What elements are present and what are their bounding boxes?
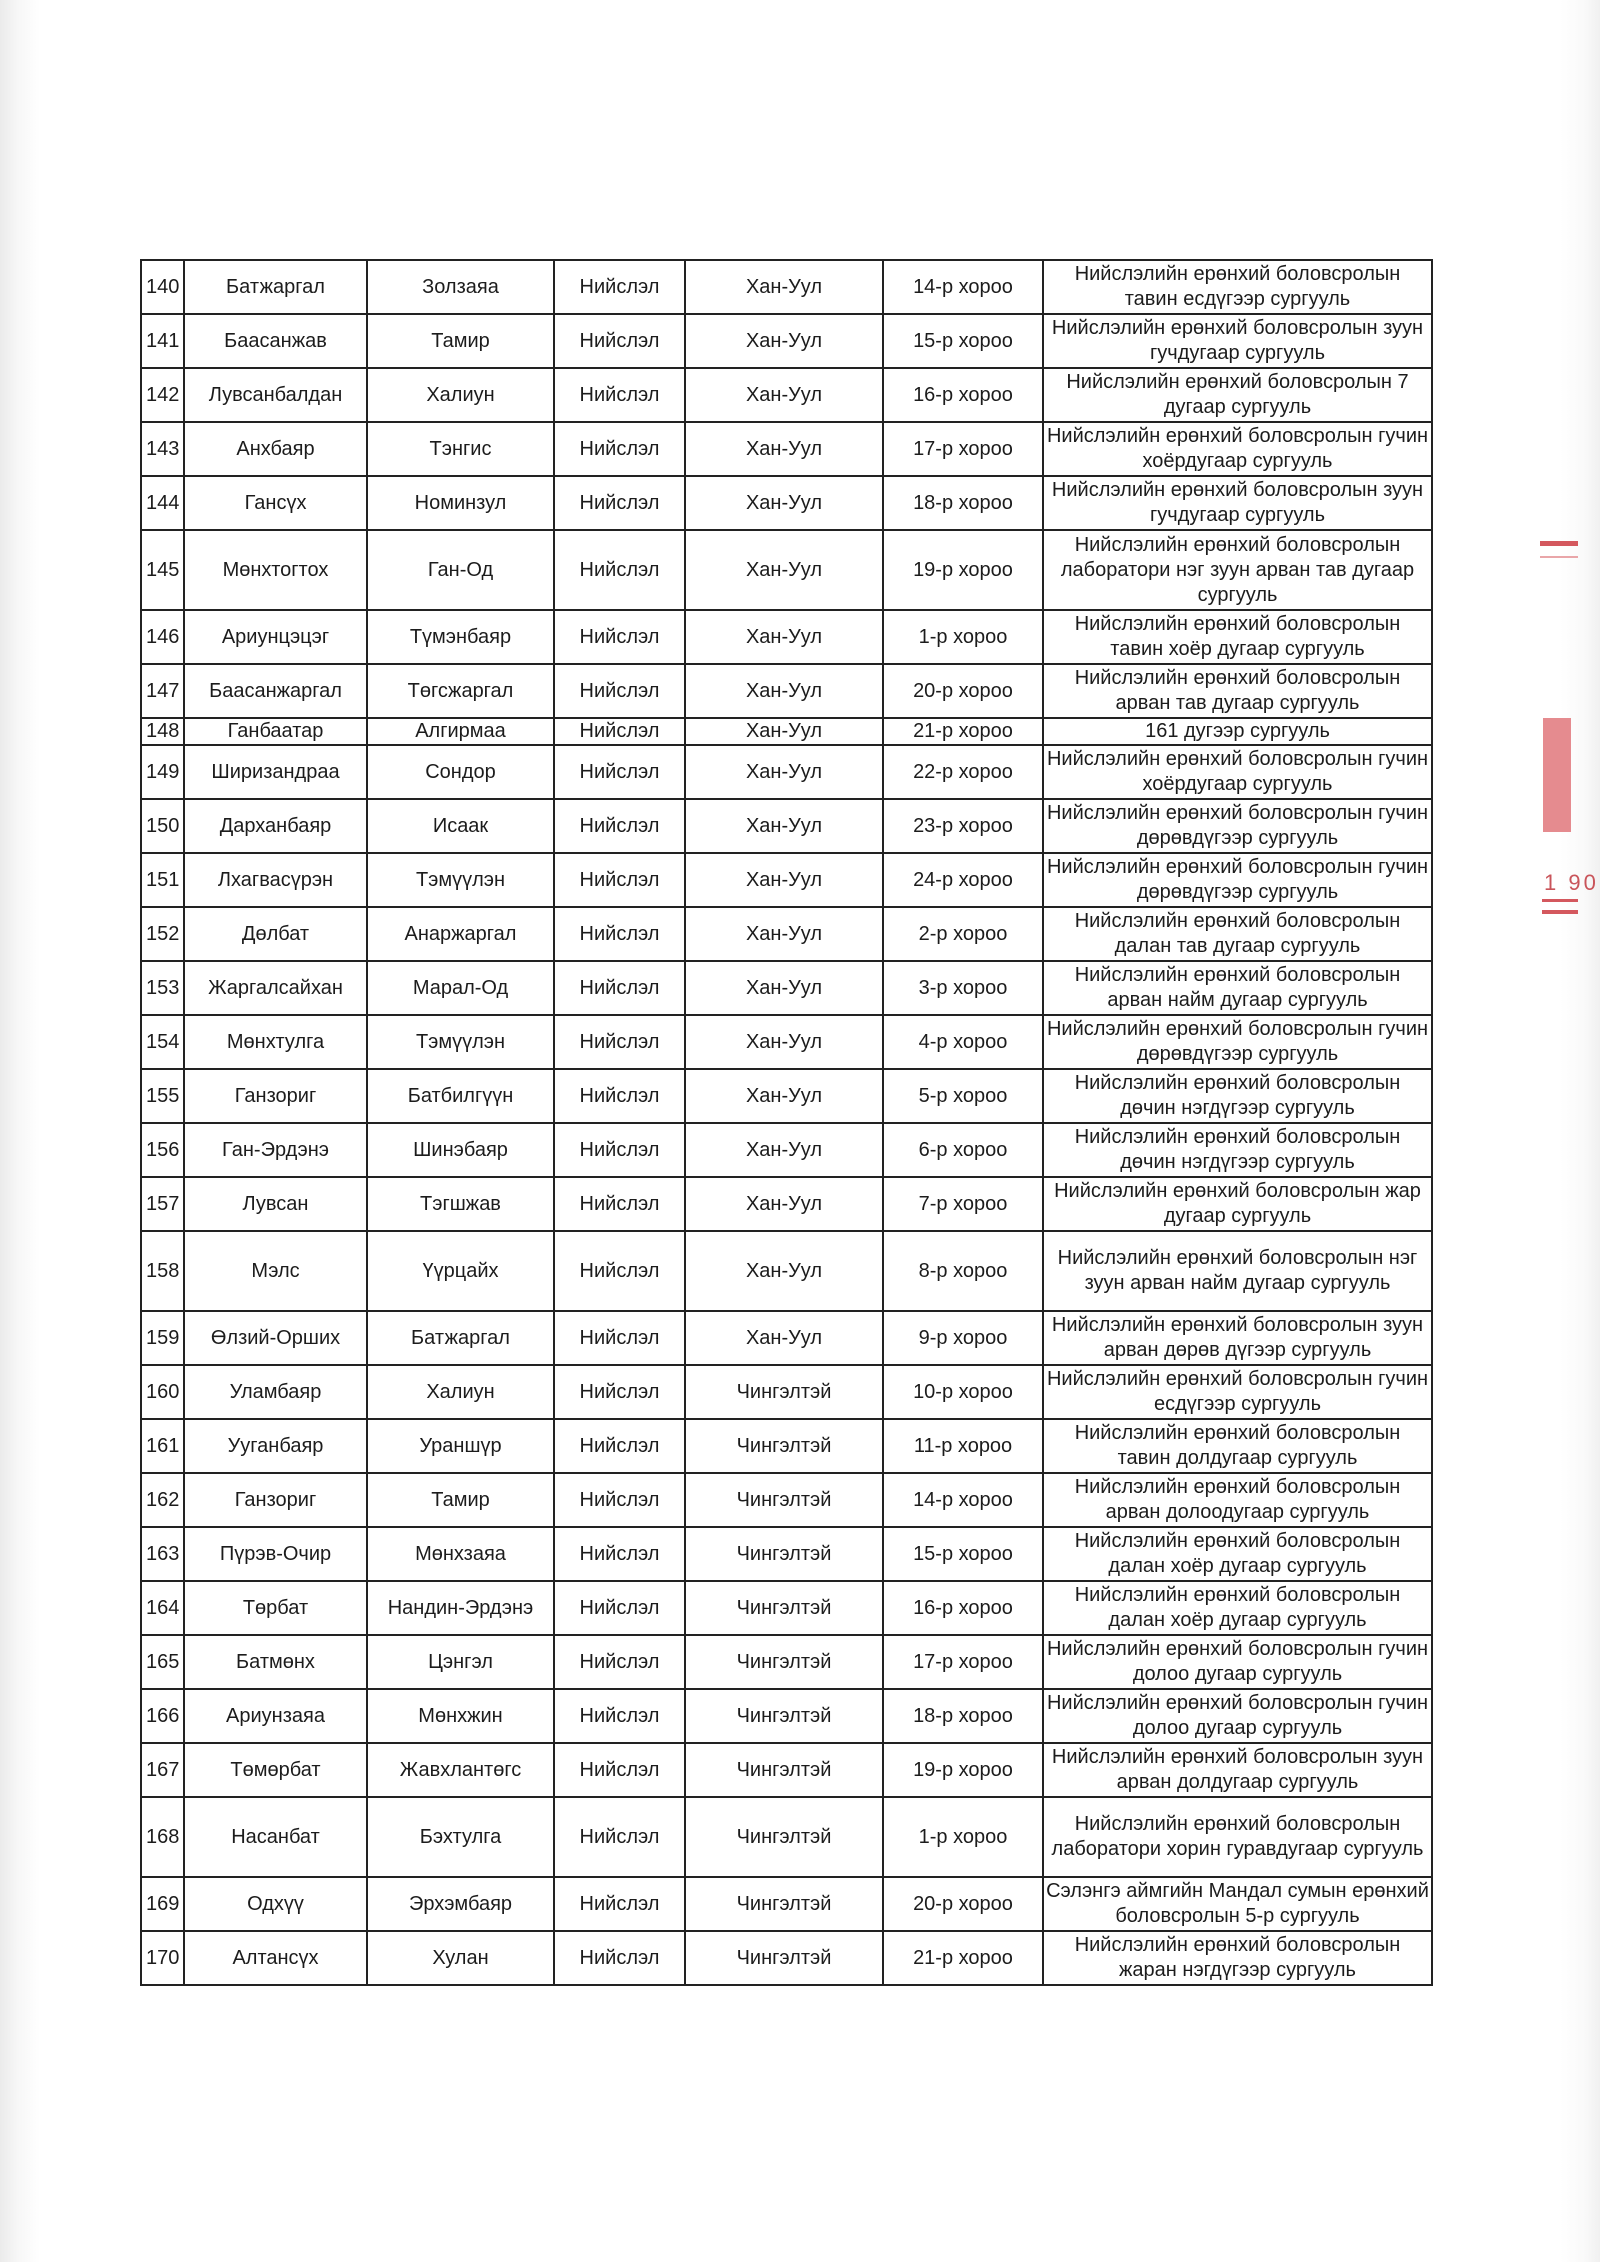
school: Нийслэлийн ерөнхий боловсролын арван найм дугаар сургууль	[1043, 961, 1432, 1015]
margin-stamp-mark	[1540, 541, 1578, 546]
student-name: Тэгшжав	[367, 1177, 554, 1231]
district: Хан-Уул	[685, 422, 883, 476]
table-row	[141, 1015, 1432, 1069]
row-number: 167	[141, 1743, 184, 1797]
city: Нийслэл	[554, 1365, 685, 1419]
city: Нийслэл	[554, 1635, 685, 1689]
district: Чингэлтэй	[685, 1527, 883, 1581]
parent-name: Алтансүх	[184, 1931, 367, 1985]
district: Хан-Уул	[685, 853, 883, 907]
table-row	[141, 1877, 1432, 1931]
district: Чингэлтэй	[685, 1877, 883, 1931]
parent-name: Мөнхтулга	[184, 1015, 367, 1069]
row-number: 157	[141, 1177, 184, 1231]
khoroo: 5-р хороо	[883, 1069, 1043, 1123]
city: Нийслэл	[554, 853, 685, 907]
row-number: 150	[141, 799, 184, 853]
row-number: 168	[141, 1797, 184, 1877]
school: Нийслэлийн ерөнхий боловсролын 7 дугаар сургууль	[1043, 368, 1432, 422]
table-row	[141, 1527, 1432, 1581]
city: Нийслэл	[554, 1015, 685, 1069]
district: Хан-Уул	[685, 1069, 883, 1123]
district: Хан-Уул	[685, 610, 883, 664]
table-row	[141, 1231, 1432, 1311]
khoroo: 17-р хороо	[883, 1635, 1043, 1689]
table-row	[141, 745, 1432, 799]
parent-name: Насанбат	[184, 1797, 367, 1877]
parent-name: Ганзориг	[184, 1473, 367, 1527]
row-number: 169	[141, 1877, 184, 1931]
parent-name: Одхүү	[184, 1877, 367, 1931]
parent-name: Анхбаяр	[184, 422, 367, 476]
city: Нийслэл	[554, 664, 685, 718]
row-number: 161	[141, 1419, 184, 1473]
city: Нийслэл	[554, 1419, 685, 1473]
khoroo: 23-р хороо	[883, 799, 1043, 853]
parent-name: Ганбаатар	[184, 718, 367, 745]
khoroo: 14-р хороо	[883, 1473, 1043, 1527]
parent-name: Ширизандраа	[184, 745, 367, 799]
row-number: 162	[141, 1473, 184, 1527]
student-name: Номинзул	[367, 476, 554, 530]
district: Чингэлтэй	[685, 1743, 883, 1797]
parent-name: Баасанжав	[184, 314, 367, 368]
parent-name: Дарханбаяр	[184, 799, 367, 853]
row-number: 148	[141, 718, 184, 745]
parent-name: Лувсанбалдан	[184, 368, 367, 422]
row-number: 166	[141, 1689, 184, 1743]
school: Нийслэлийн ерөнхий боловсролын гучин есдүгээр сургууль	[1043, 1365, 1432, 1419]
table-row	[141, 907, 1432, 961]
parent-name: Лхагвасүрэн	[184, 853, 367, 907]
district: Хан-Уул	[685, 718, 883, 745]
district: Хан-Уул	[685, 1311, 883, 1365]
school: Нийслэлийн ерөнхий боловсролын гучин дөрөвдүгээр сургууль	[1043, 853, 1432, 907]
khoroo: 24-р хороо	[883, 853, 1043, 907]
school: Нийслэлийн ерөнхий боловсролын далан хоёр дугаар сургууль	[1043, 1527, 1432, 1581]
school: 161 дугээр сургууль	[1043, 718, 1432, 745]
khoroo: 8-р хороо	[883, 1231, 1043, 1311]
table-row	[141, 1177, 1432, 1231]
district: Хан-Уул	[685, 260, 883, 314]
khoroo: 6-р хороо	[883, 1123, 1043, 1177]
school: Нийслэлийн ерөнхий боловсролын тавин долдугаар сургууль	[1043, 1419, 1432, 1473]
khoroo: 22-р хороо	[883, 745, 1043, 799]
parent-name: Төрбат	[184, 1581, 367, 1635]
table-row	[141, 799, 1432, 853]
student-name: Жавхлантөгс	[367, 1743, 554, 1797]
district: Чингэлтэй	[685, 1581, 883, 1635]
parent-name: Дөлбат	[184, 907, 367, 961]
district: Хан-Уул	[685, 476, 883, 530]
khoroo: 18-р хороо	[883, 1689, 1043, 1743]
student-name: Тамир	[367, 1473, 554, 1527]
district: Чингэлтэй	[685, 1931, 883, 1985]
city: Нийслэл	[554, 907, 685, 961]
school: Нийслэлийн ерөнхий боловсролын лаборатори хорин гуравдугаар сургууль	[1043, 1797, 1432, 1877]
city: Нийслэл	[554, 610, 685, 664]
parent-name: Батмөнх	[184, 1635, 367, 1689]
row-number: 160	[141, 1365, 184, 1419]
student-name: Үүрцайх	[367, 1231, 554, 1311]
city: Нийслэл	[554, 314, 685, 368]
district: Чингэлтэй	[685, 1419, 883, 1473]
district: Чингэлтэй	[685, 1365, 883, 1419]
district: Хан-Уул	[685, 1177, 883, 1231]
row-number: 154	[141, 1015, 184, 1069]
row-number: 141	[141, 314, 184, 368]
row-number: 143	[141, 422, 184, 476]
district: Хан-Уул	[685, 1231, 883, 1311]
table-row	[141, 1123, 1432, 1177]
table-row	[141, 1069, 1432, 1123]
student-name: Нандин-Эрдэнэ	[367, 1581, 554, 1635]
district: Хан-Уул	[685, 314, 883, 368]
student-name: Золзаяа	[367, 260, 554, 314]
row-number: 164	[141, 1581, 184, 1635]
table-row	[141, 664, 1432, 718]
margin-stamp-mark	[1542, 910, 1578, 914]
margin-stamp-mark	[1542, 899, 1578, 902]
table-row	[141, 1473, 1432, 1527]
city: Нийслэл	[554, 1877, 685, 1931]
city: Нийслэл	[554, 1231, 685, 1311]
school: Нийслэлийн ерөнхий боловсролын тавин есдүгээр сургууль	[1043, 260, 1432, 314]
parent-name: Ариунцэцэг	[184, 610, 367, 664]
table-row	[141, 1931, 1432, 1985]
margin-stamp-block	[1543, 718, 1571, 832]
row-number: 145	[141, 530, 184, 610]
city: Нийслэл	[554, 1123, 685, 1177]
city: Нийслэл	[554, 368, 685, 422]
row-number: 153	[141, 961, 184, 1015]
school: Нийслэлийн ерөнхий боловсролын зуун арван долдугаар сургууль	[1043, 1743, 1432, 1797]
district: Хан-Уул	[685, 1123, 883, 1177]
margin-stamp-number: 1 90	[1544, 870, 1599, 895]
khoroo: 10-р хороо	[883, 1365, 1043, 1419]
school: Нийслэлийн ерөнхий боловсролын далан хоёр дугаар сургууль	[1043, 1581, 1432, 1635]
city: Нийслэл	[554, 1311, 685, 1365]
parent-name: Мөнхтогтох	[184, 530, 367, 610]
parent-name: Жаргалсайхан	[184, 961, 367, 1015]
school: Нийслэлийн ерөнхий боловсролын гучин долоо дугаар сургууль	[1043, 1635, 1432, 1689]
parent-name: Лувсан	[184, 1177, 367, 1231]
school: Нийслэлийн ерөнхий боловсролын жаран нэгдүгээр сургууль	[1043, 1931, 1432, 1985]
parent-name: Ариунзаяа	[184, 1689, 367, 1743]
city: Нийслэл	[554, 1689, 685, 1743]
district: Хан-Уул	[685, 530, 883, 610]
row-number: 142	[141, 368, 184, 422]
khoroo: 9-р хороо	[883, 1311, 1043, 1365]
row-number: 147	[141, 664, 184, 718]
city: Нийслэл	[554, 961, 685, 1015]
row-number: 144	[141, 476, 184, 530]
parent-name: Баасанжаргал	[184, 664, 367, 718]
school: Нийслэлийн ерөнхий боловсролын зуун арван дөрөв дүгээр сургууль	[1043, 1311, 1432, 1365]
khoroo: 16-р хороо	[883, 368, 1043, 422]
city: Нийслэл	[554, 1743, 685, 1797]
city: Нийслэл	[554, 1069, 685, 1123]
khoroo: 21-р хороо	[883, 718, 1043, 745]
district: Хан-Уул	[685, 664, 883, 718]
school: Нийслэлийн ерөнхий боловсролын дөчин нэгдүгээр сургууль	[1043, 1123, 1432, 1177]
student-name: Мөнхзаяа	[367, 1527, 554, 1581]
school: Нийслэлийн ерөнхий боловсролын зуун гучдугаар сургууль	[1043, 476, 1432, 530]
city: Нийслэл	[554, 1797, 685, 1877]
khoroo: 2-р хороо	[883, 907, 1043, 961]
parent-name: Мэлс	[184, 1231, 367, 1311]
city: Нийслэл	[554, 718, 685, 745]
khoroo: 21-р хороо	[883, 1931, 1043, 1985]
city: Нийслэл	[554, 1177, 685, 1231]
student-name: Мөнхжин	[367, 1689, 554, 1743]
parent-name: Уламбаяр	[184, 1365, 367, 1419]
table-row	[141, 1365, 1432, 1419]
school: Нийслэлийн ерөнхий боловсролын гучин дөрөвдүгээр сургууль	[1043, 799, 1432, 853]
district: Чингэлтэй	[685, 1473, 883, 1527]
student-name: Халиун	[367, 1365, 554, 1419]
student-name: Шинэбаяр	[367, 1123, 554, 1177]
parent-name: Гансүх	[184, 476, 367, 530]
table-row	[141, 853, 1432, 907]
city: Нийслэл	[554, 1581, 685, 1635]
student-name: Тамир	[367, 314, 554, 368]
table-row	[141, 422, 1432, 476]
city: Нийслэл	[554, 745, 685, 799]
row-number: 152	[141, 907, 184, 961]
student-name: Тэнгис	[367, 422, 554, 476]
khoroo: 15-р хороо	[883, 1527, 1043, 1581]
student-name: Исаак	[367, 799, 554, 853]
city: Нийслэл	[554, 260, 685, 314]
khoroo: 11-р хороо	[883, 1419, 1043, 1473]
row-number: 170	[141, 1931, 184, 1985]
table-row	[141, 530, 1432, 610]
district: Хан-Уул	[685, 961, 883, 1015]
khoroo: 1-р хороо	[883, 1797, 1043, 1877]
khoroo: 20-р хороо	[883, 1877, 1043, 1931]
table-row	[141, 1311, 1432, 1365]
table-row	[141, 718, 1432, 745]
khoroo: 20-р хороо	[883, 664, 1043, 718]
district: Чингэлтэй	[685, 1689, 883, 1743]
district: Хан-Уул	[685, 907, 883, 961]
row-number: 140	[141, 260, 184, 314]
student-name: Сондор	[367, 745, 554, 799]
school: Нийслэлийн ерөнхий боловсролын жар дугаар сургууль	[1043, 1177, 1432, 1231]
student-name: Анаржаргал	[367, 907, 554, 961]
student-name: Цэнгэл	[367, 1635, 554, 1689]
student-name: Алгирмаа	[367, 718, 554, 745]
khoroo: 16-р хороо	[883, 1581, 1043, 1635]
table-row	[141, 476, 1432, 530]
row-number: 156	[141, 1123, 184, 1177]
district: Чингэлтэй	[685, 1635, 883, 1689]
table-row	[141, 1797, 1432, 1877]
khoroo: 17-р хороо	[883, 422, 1043, 476]
student-name: Хулан	[367, 1931, 554, 1985]
margin-stamp-mark	[1540, 556, 1578, 558]
student-name: Марал-Од	[367, 961, 554, 1015]
khoroo: 19-р хороо	[883, 530, 1043, 610]
student-name: Эрхэмбаяр	[367, 1877, 554, 1931]
table-row	[141, 1581, 1432, 1635]
school: Нийслэлийн ерөнхий боловсролын далан тав дугаар сургууль	[1043, 907, 1432, 961]
student-name: Халиун	[367, 368, 554, 422]
row-number: 165	[141, 1635, 184, 1689]
row-number: 155	[141, 1069, 184, 1123]
khoroo: 15-р хороо	[883, 314, 1043, 368]
school: Нийслэлийн ерөнхий боловсролын арван тав дугаар сургууль	[1043, 664, 1432, 718]
parent-name: Өлзий-Орших	[184, 1311, 367, 1365]
student-name: Төгсжаргал	[367, 664, 554, 718]
table-row	[141, 961, 1432, 1015]
student-name: Ураншүр	[367, 1419, 554, 1473]
city: Нийслэл	[554, 476, 685, 530]
district: Чингэлтэй	[685, 1797, 883, 1877]
district: Хан-Уул	[685, 368, 883, 422]
school: Нийслэлийн ерөнхий боловсролын лаборатори нэг зуун арван тав дугаар сургууль	[1043, 530, 1432, 610]
school: Нийслэлийн ерөнхий боловсролын гучин хоёрдугаар сургууль	[1043, 745, 1432, 799]
parent-name: Ганзориг	[184, 1069, 367, 1123]
table-row	[141, 314, 1432, 368]
school: Нийслэлийн ерөнхий боловсролын зуун гучдугаар сургууль	[1043, 314, 1432, 368]
district: Хан-Уул	[685, 1015, 883, 1069]
student-roster-table	[140, 259, 1433, 1986]
khoroo: 3-р хороо	[883, 961, 1043, 1015]
table-row	[141, 1743, 1432, 1797]
student-name: Тэмүүлэн	[367, 853, 554, 907]
table-row	[141, 1635, 1432, 1689]
row-number: 163	[141, 1527, 184, 1581]
school: Нийслэлийн ерөнхий боловсролын дөчин нэгдүгээр сургууль	[1043, 1069, 1432, 1123]
city: Нийслэл	[554, 1527, 685, 1581]
city: Нийслэл	[554, 1931, 685, 1985]
parent-name: Ган-Эрдэнэ	[184, 1123, 367, 1177]
row-number: 159	[141, 1311, 184, 1365]
school: Нийслэлийн ерөнхий боловсролын гучин долоо дугаар сургууль	[1043, 1689, 1432, 1743]
row-number: 151	[141, 853, 184, 907]
khoroo: 18-р хороо	[883, 476, 1043, 530]
parent-name: Төмөрбат	[184, 1743, 367, 1797]
khoroo: 19-р хороо	[883, 1743, 1043, 1797]
row-number: 149	[141, 745, 184, 799]
school: Нийслэлийн ерөнхий боловсролын гучин хоёрдугаар сургууль	[1043, 422, 1432, 476]
khoroo: 1-р хороо	[883, 610, 1043, 664]
city: Нийслэл	[554, 799, 685, 853]
district: Хан-Уул	[685, 799, 883, 853]
city: Нийслэл	[554, 1473, 685, 1527]
school: Нийслэлийн ерөнхий боловсролын арван долоодугаар сургууль	[1043, 1473, 1432, 1527]
table-row	[141, 368, 1432, 422]
student-name: Бэхтулга	[367, 1797, 554, 1877]
school: Нийслэлийн ерөнхий боловсролын нэг зуун арван найм дугаар сургууль	[1043, 1231, 1432, 1311]
city: Нийслэл	[554, 530, 685, 610]
table-row	[141, 260, 1432, 314]
parent-name: Пүрэв-Очир	[184, 1527, 367, 1581]
student-name: Түмэнбаяр	[367, 610, 554, 664]
parent-name: Батжаргал	[184, 260, 367, 314]
district: Хан-Уул	[685, 745, 883, 799]
student-name: Батжаргал	[367, 1311, 554, 1365]
table-row	[141, 1689, 1432, 1743]
table-row	[141, 1419, 1432, 1473]
city: Нийслэл	[554, 422, 685, 476]
khoroo: 4-р хороо	[883, 1015, 1043, 1069]
school: Нийслэлийн ерөнхий боловсролын тавин хоёр дугаар сургууль	[1043, 610, 1432, 664]
school: Сэлэнгэ аймгийн Мандал сумын ерөнхий боловсролын 5-р сургууль	[1043, 1877, 1432, 1931]
khoroo: 7-р хороо	[883, 1177, 1043, 1231]
school: Нийслэлийн ерөнхий боловсролын гучин дөрөвдүгээр сургууль	[1043, 1015, 1432, 1069]
student-name: Батбилгүүн	[367, 1069, 554, 1123]
khoroo: 14-р хороо	[883, 260, 1043, 314]
student-name: Ган-Од	[367, 530, 554, 610]
row-number: 146	[141, 610, 184, 664]
table-row	[141, 610, 1432, 664]
row-number: 158	[141, 1231, 184, 1311]
student-name: Тэмүүлэн	[367, 1015, 554, 1069]
parent-name: Ууганбаяр	[184, 1419, 367, 1473]
